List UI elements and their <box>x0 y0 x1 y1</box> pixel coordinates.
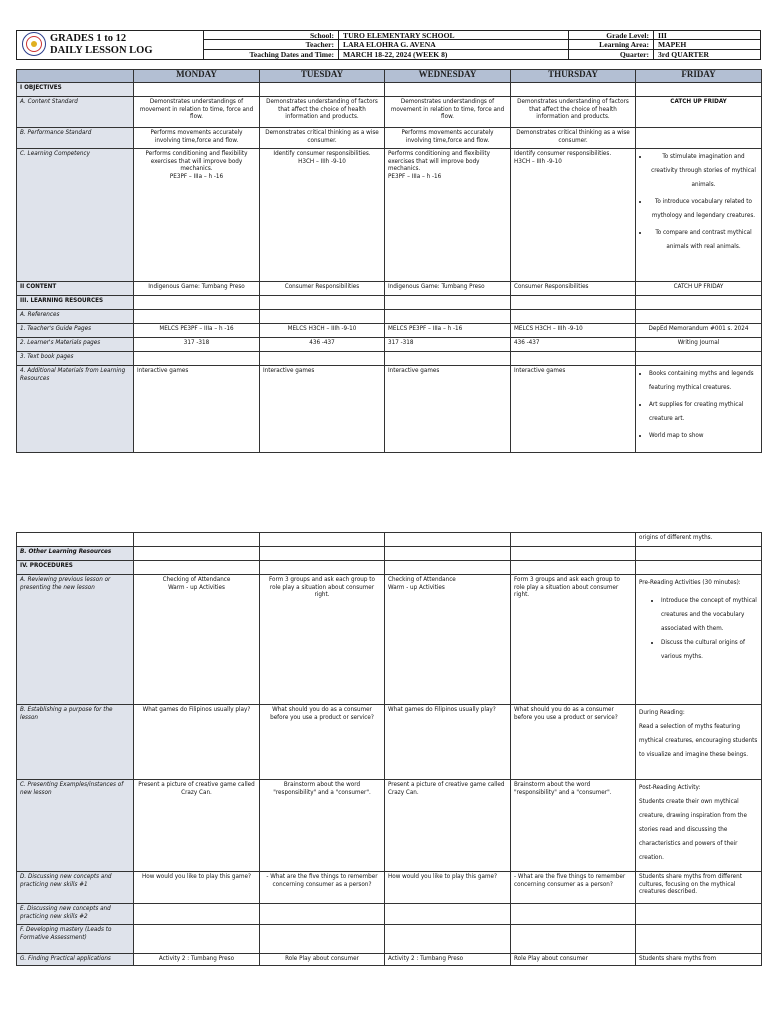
cell-mon: MELCS PE3PF – IIIa – h -16 <box>134 324 260 338</box>
cell-tue: Consumer Responsibilities <box>260 282 385 296</box>
table-corner <box>17 70 134 83</box>
cell-mon: Performs movements accurately involving time,force and flow. <box>134 128 260 149</box>
table-row <box>17 925 762 954</box>
cell-thu: MELCS H3CH – IIIh -9-10 <box>511 324 636 338</box>
review-wed-1: Checking of Attendance <box>388 576 456 583</box>
cell-mon: Demonstrates understandings of movement in relation to time, force and flow. <box>134 97 260 128</box>
table-row <box>17 97 762 128</box>
table-row <box>17 904 762 925</box>
quarter-label: Quarter: <box>619 49 649 59</box>
cell-tue: 436 -437 <box>260 338 385 352</box>
table-row <box>17 128 762 149</box>
presenting-fri-2: Students create their own mythical creature, drawing inspiration from the stories read and discussing the characteristics and powers of their creation. <box>639 798 747 861</box>
cell-thu: Form 3 groups and ask each group to role play a situation about consumer right. <box>511 575 636 705</box>
row-label-practical: G. Finding Practical applications <box>17 954 134 966</box>
cell-thu: Brainstorm about the word "responsibility" and a "consumer". <box>511 780 636 872</box>
cell-thu: Consumer Responsibilities <box>511 282 636 296</box>
header-title-line1: GRADES 1 to 12 <box>50 33 127 44</box>
section-procedures: IV. PROCEDURES <box>17 561 134 575</box>
cell-tue: Brainstorm about the word "responsibility" and a "consumer". <box>260 780 385 872</box>
school-label: School: <box>203 31 338 40</box>
cell-tue: MELCS H3CH – IIIh -9-10 <box>260 324 385 338</box>
cell-wed: Present a picture of creative game called Crazy Can. <box>385 780 511 872</box>
table-row <box>17 149 762 282</box>
table-row <box>17 366 762 453</box>
cell-fri <box>636 575 762 705</box>
cell-thu: Role Play about consumer <box>511 954 636 966</box>
fri-objectives-list <box>639 150 758 254</box>
cell-tue: Interactive games <box>260 366 385 453</box>
review-mon-2: Warm - up Activities <box>168 583 225 591</box>
header-values-right <box>653 31 760 59</box>
cell-mon <box>134 149 260 282</box>
cell-tue: Role Play about consumer <box>260 954 385 966</box>
grade-label: Grade Level: <box>569 31 653 40</box>
list-item: • Books containing myths and legends featuring mythical creatures. <box>649 367 758 395</box>
competency-tue-code: H3CH – IIIh -9-10 <box>298 157 346 165</box>
section-resources: III. LEARNING RESOURCES <box>17 296 134 310</box>
table-row <box>17 872 762 904</box>
row-label-presenting: C. Presenting Examples/instances of new lesson <box>17 780 134 872</box>
table-row <box>17 338 762 352</box>
cell-fri <box>636 705 762 780</box>
cell-mon: 317 -318 <box>134 338 260 352</box>
cell-tue: Form 3 groups and ask each group to role play a situation about consumer right. <box>260 575 385 705</box>
row-label-performance-standard: B. Performance Standard <box>17 128 134 149</box>
row-label-content: II CONTENT <box>17 282 134 296</box>
row-label-learners-materials: 2. Learner's Materials pages <box>17 338 134 352</box>
lesson-table-page1 <box>16 69 762 453</box>
cell-wed: Activity 2 : Tumbang Preso <box>385 954 511 966</box>
dll-header <box>16 30 761 60</box>
cell-thu: Demonstrates critical thinking as a wise consumer. <box>511 128 636 149</box>
lesson-table-page2 <box>16 532 762 966</box>
dates-value: MARCH 18-22, 2024 (WEEK 8) <box>343 49 448 59</box>
deped-seal-icon <box>22 32 46 56</box>
review-mon-1: Checking of Attendance <box>162 576 231 583</box>
row-label-discussing-2: E. Discussing new concepts and practicing new skills #2 <box>17 904 134 925</box>
cell-fri: Writing Journal <box>636 338 762 352</box>
cell-fri <box>636 366 762 453</box>
table-row <box>17 324 762 338</box>
cell-fri <box>636 780 762 872</box>
day-wednesday: WEDNESDAY <box>385 70 511 83</box>
cell-wed <box>385 575 511 705</box>
list-item: • To stimulate imagination and creativity through stories of mythical animals. <box>649 150 758 192</box>
row-label-other-resources: B. Other Learning Resources <box>17 547 134 561</box>
cell-mon: What games do Filipinos usually play? <box>134 705 260 780</box>
table-row <box>17 780 762 872</box>
cell-thu: Demonstrates understanding of factors that affect the choice of health information and products. <box>511 97 636 128</box>
competency-wed-code: PE3PF – IIIa – h -16 <box>388 172 442 180</box>
competency-thu-code: H3CH – IIIh -9-10 <box>514 157 562 165</box>
cell-fri: Students share myths from <box>636 954 762 966</box>
cell-mon: Indigenous Game: Tumbang Preso <box>134 282 260 296</box>
fri-prereading-list <box>639 594 758 664</box>
grade-value: III <box>654 31 760 40</box>
day-tuesday: TUESDAY <box>260 70 385 83</box>
row-label-review: A. Reviewing previous lesson or presenting the new lesson <box>17 575 134 705</box>
cell-wed: How would you like to play this game? <box>385 872 511 904</box>
header-title-line2: DAILY LESSON LOG <box>50 45 153 56</box>
table-row <box>17 575 762 705</box>
teacher-value: LARA ELOHRA G. AVENA <box>339 40 568 49</box>
table-row <box>17 533 762 547</box>
table-row <box>17 561 762 575</box>
header-labels-left <box>203 31 338 59</box>
cell-wed: Performs movements accurately involving time,force and flow. <box>385 128 511 149</box>
cell-wed: Demonstrates understandings of movement in relation to time, force and flow. <box>385 97 511 128</box>
section-objectives: I OBJECTIVES <box>17 83 134 97</box>
row-label-discussing-1: D. Discussing new concepts and practicing new skills #1 <box>17 872 134 904</box>
row-label-purpose: B. Establishing a purpose for the lesson <box>17 705 134 780</box>
cell-tue: - What are the five things to remember concerning consumer as a person? <box>260 872 385 904</box>
cell-fri <box>636 149 762 282</box>
cell-mon <box>134 575 260 705</box>
cell-fri: DepEd Memorandum #001 s. 2024 <box>636 324 762 338</box>
header-values-left <box>338 31 568 59</box>
cell-tue: Demonstrates critical thinking as a wise consumer. <box>260 128 385 149</box>
row-label-teachers-guide: 1. Teacher's Guide Pages <box>17 324 134 338</box>
competency-tue-text: Identify consumer responsibilities. <box>273 150 371 157</box>
teacher-label: Teacher: <box>203 40 338 49</box>
competency-mon-code: PE3PF – IIIa – h -16 <box>169 172 224 180</box>
cell-wed: What games do Filipinos usually play? <box>385 705 511 780</box>
cell-fri: CATCH UP FRIDAY <box>636 97 762 128</box>
competency-wed-text: Performs conditioning and flexibility exercises that will improve body mechanics. <box>388 150 490 173</box>
competency-mon-text: Performs conditioning and flexibility exercises that will improve body mechanics. <box>145 150 248 173</box>
purpose-fri-1: During Reading: <box>639 709 685 716</box>
table-row <box>17 296 762 310</box>
row-label-references: A. References <box>17 310 134 324</box>
cell-wed: 317 -318 <box>385 338 511 352</box>
cell-tue: Demonstrates understanding of factors that affect the choice of health information and products. <box>260 97 385 128</box>
cell-thu: - What are the five things to remember concerning consumer as a person? <box>511 872 636 904</box>
table-row <box>17 352 762 366</box>
list-item: • Introduce the concept of mythical creatures and the vocabulary associated with them. <box>661 594 758 636</box>
table-row <box>17 310 762 324</box>
day-thursday: THURSDAY <box>511 70 636 83</box>
cell-thu <box>511 149 636 282</box>
day-header-row <box>17 70 762 83</box>
purpose-fri-2: Read a selection of myths featuring mythical creatures, encouraging students to visualize and imagine these beings. <box>639 723 758 758</box>
presenting-fri-1: Post-Reading Activity: <box>639 784 701 791</box>
list-item: • Art supplies for creating mythical creature art. <box>649 398 758 426</box>
row-label-competency: C. Learning Competency <box>17 149 134 282</box>
day-monday: MONDAY <box>134 70 260 83</box>
cell-tue: What should you do as a consumer before you use a product or service? <box>260 705 385 780</box>
area-value: MAPEH <box>654 40 760 49</box>
cell-fri: origins of different myths. <box>636 533 762 547</box>
cell-wed: Indigenous Game: Tumbang Preso <box>385 282 511 296</box>
list-item: • To introduce vocabulary related to mythology and legendary creatures. <box>649 195 758 223</box>
list-item: • Discuss the cultural origins of various myths. <box>661 636 758 664</box>
row-label-mastery: F. Developing mastery (Leads to Formative Assessment) <box>17 925 134 954</box>
cell-mon: Activity 2 : Tumbang Preso <box>134 954 260 966</box>
cell-wed: Interactive games <box>385 366 511 453</box>
table-row <box>17 954 762 966</box>
dates-label: Teaching Dates and Time: <box>249 49 334 59</box>
header-labels-right <box>568 31 653 59</box>
fri-materials-list <box>639 367 758 443</box>
cell-fri <box>636 128 762 149</box>
cell-thu: 436 -437 <box>511 338 636 352</box>
table-row <box>17 83 762 97</box>
row-label-additional-materials: 4. Additional Materials from Learning Resources <box>17 366 134 453</box>
competency-thu-text: Identify consumer responsibilities. <box>514 150 612 157</box>
cell-mon: Present a picture of creative game called Crazy Can. <box>134 780 260 872</box>
cell-wed <box>385 149 511 282</box>
row-label-content-standard: A. Content Standard <box>17 97 134 128</box>
row-label-textbook: 3. Text book pages <box>17 352 134 366</box>
review-fri-intro: Pre-Reading Activities (30 minutes): <box>639 579 741 586</box>
cell-fri: CATCH UP FRIDAY <box>636 282 762 296</box>
table-row <box>17 547 762 561</box>
cell-fri: Students share myths from different cultures, focusing on the mythical creatures described. <box>636 872 762 904</box>
header-logo-box <box>17 31 204 59</box>
list-item: • To compare and contrast mythical animals with real animals. <box>649 226 758 254</box>
review-wed-2: Warm - up Activities <box>388 583 445 591</box>
cell-mon: Interactive games <box>134 366 260 453</box>
cell-thu: What should you do as a consumer before you use a product or service? <box>511 705 636 780</box>
table-row <box>17 705 762 780</box>
quarter-value: 3rd QUARTER <box>658 49 709 59</box>
list-item: • World map to show <box>649 429 758 443</box>
area-label: Learning Area: <box>569 40 653 49</box>
cell-tue <box>260 149 385 282</box>
cell-thu: Interactive games <box>511 366 636 453</box>
table-row <box>17 282 762 296</box>
cell-wed: MELCS PE3PF – IIIa – h -16 <box>385 324 511 338</box>
day-friday: FRIDAY <box>636 70 762 83</box>
cell-mon: How would you like to play this game? <box>134 872 260 904</box>
school-value: TURO ELEMENTARY SCHOOL <box>339 31 568 40</box>
